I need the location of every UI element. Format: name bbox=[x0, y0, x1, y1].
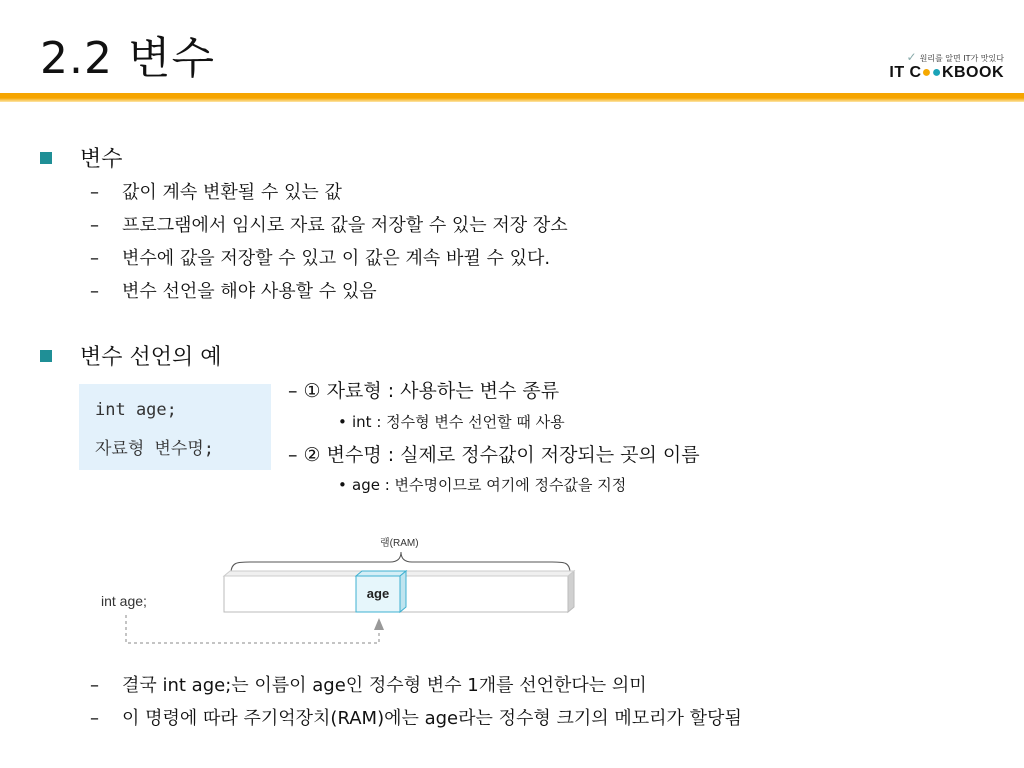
list-item: – 이 명령에 따라 주기억장치(RAM)에는 age라는 정수형 크기의 메모리가 할당됨 bbox=[90, 708, 742, 729]
slide-title: 2.2 변수 bbox=[40, 33, 215, 84]
list-item: – 값이 계속 변환될 수 있는 값 bbox=[90, 182, 342, 203]
ram-bar-side bbox=[568, 571, 574, 612]
check-icon: ✓ bbox=[906, 50, 917, 64]
list-item: – 프로그램에서 임시로 자료 값을 저장할 수 있는 저장 장소 bbox=[90, 215, 568, 236]
logo-brand-prefix: IT C bbox=[889, 64, 922, 81]
logo-brand-suffix: KBOOK bbox=[941, 64, 1004, 81]
list-item-text: 변수에 값을 저장할 수 있고 이 값은 계속 바뀔 수 있다. bbox=[122, 248, 551, 269]
list-item: – 결국 int age;는 이름이 age인 정수형 변수 1개를 선언한다는 의미 bbox=[90, 675, 647, 696]
list-item-text: 프로그램에서 임시로 자료 값을 저장할 수 있는 저장 장소 bbox=[122, 215, 568, 236]
logo-teal-dot: ● bbox=[931, 64, 942, 81]
type-detail-text: int : 정수형 변수 선언할 때 사용 bbox=[352, 413, 565, 431]
age-cell-side bbox=[400, 571, 406, 612]
list-item: – 변수에 값을 저장할 수 있고 이 값은 계속 바뀔 수 있다. bbox=[90, 248, 551, 269]
type-description: – ① 자료형 : 사용하는 변수 종류 bbox=[288, 380, 560, 402]
arrow-up-icon bbox=[374, 618, 384, 630]
section-heading: 변수 bbox=[80, 147, 123, 172]
age-cell-label: age bbox=[366, 586, 390, 601]
name-detail: • age : 변수명이므로 여기에 정수값을 지정 bbox=[338, 476, 627, 494]
list-item: – 변수 선언을 해야 사용할 수 있음 bbox=[90, 281, 377, 302]
list-item-text: 값이 계속 변환될 수 있는 값 bbox=[122, 182, 342, 203]
list-item-text: 변수 선언을 해야 사용할 수 있음 bbox=[122, 281, 377, 302]
section-heading: 변수 선언의 예 bbox=[80, 345, 222, 370]
pointer-line bbox=[126, 615, 379, 643]
declaration-label: int age; bbox=[101, 593, 147, 609]
list-item-text: 결국 int age;는 이름이 age인 정수형 변수 1개를 선언한다는 의미 bbox=[122, 675, 647, 696]
type-detail: • int : 정수형 변수 선언할 때 사용 bbox=[338, 413, 565, 431]
ram-brace bbox=[231, 552, 570, 573]
logo-tagline: 원리를 알면 IT가 맛있다 bbox=[919, 54, 1004, 63]
list-item-text: 이 명령에 따라 주기억장치(RAM)에는 age라는 정수형 크기의 메모리가 할당됨 bbox=[122, 708, 742, 729]
code-line: int age; bbox=[95, 400, 177, 420]
logo-orange-dot: ● bbox=[921, 64, 932, 81]
name-description: – ② 변수명 : 실제로 정수값이 저장되는 곳의 이름 bbox=[288, 444, 700, 466]
ram-label: 램(RAM) bbox=[380, 538, 419, 549]
code-line: 자료형 변수명; bbox=[95, 439, 215, 459]
name-detail-text: age : 변수명이므로 여기에 정수값을 지정 bbox=[352, 476, 627, 494]
